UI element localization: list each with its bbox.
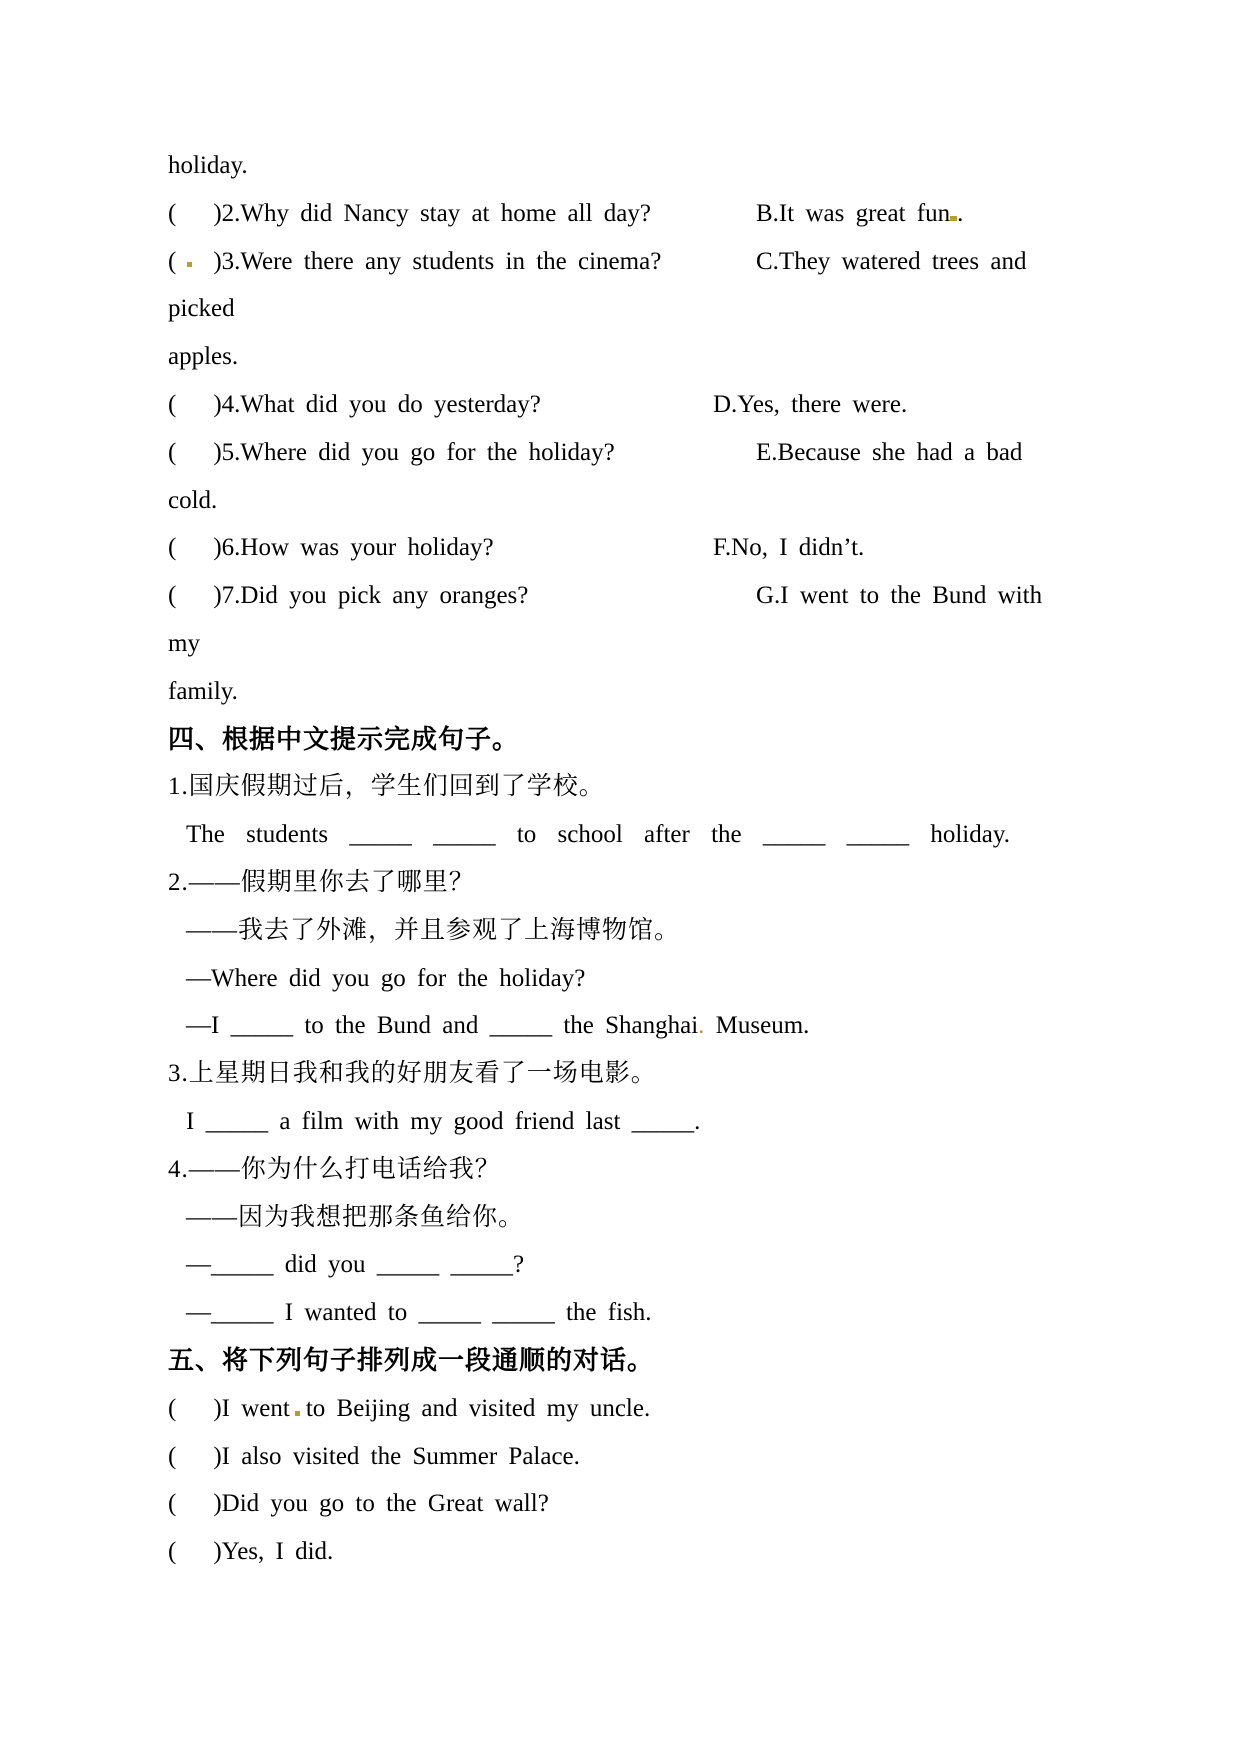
order-blank-parens	[176, 1539, 213, 1559]
paren-open: (	[168, 247, 177, 275]
match-question-4: )4.What did you do yesterday?	[213, 390, 541, 418]
answer-blank-parens	[176, 440, 213, 460]
section4-item2-english-answer	[168, 1002, 1075, 1050]
carryover-text: holiday.	[168, 152, 248, 179]
fill-blank-sentence-end: Museum.	[704, 1012, 810, 1040]
answer-blank-parens	[176, 201, 213, 221]
match-answer-e-wrap	[168, 477, 1075, 525]
match-answer-g: G.I went to the Bund with	[756, 582, 1043, 610]
section5-item-4	[168, 1528, 1075, 1576]
paren-open: (	[168, 1394, 177, 1422]
paren-open: (	[168, 1538, 177, 1566]
order-sentence-2: )I also visited the Summer Palace.	[213, 1442, 580, 1470]
answer-blank-parens	[176, 583, 213, 603]
scan-artifact-square-small	[295, 1411, 300, 1416]
section5-item-1	[168, 1385, 1075, 1433]
order-blank-parens	[176, 1444, 213, 1464]
fill-blank-sentence: —I _____ to the Bund and _____ the Shanghai	[186, 1012, 699, 1040]
section4-heading: 四、根据中文提示完成句子。	[168, 723, 520, 754]
paren-open: (	[168, 390, 177, 418]
paren-open: (	[168, 1490, 177, 1518]
paren-open: (	[168, 199, 177, 227]
section4-item4-english-question: —_____ did you _____ _____?	[186, 1251, 525, 1279]
order-sentence-1a: )I went	[213, 1394, 290, 1422]
match-row-3	[168, 238, 1075, 286]
order-sentence-1b: to Beijing and visited my uncle.	[305, 1394, 651, 1422]
section4-item1-chinese: 1.国庆假期过后，学生们回到了学校。	[168, 773, 605, 801]
match-answer-b-period: .	[957, 199, 964, 227]
scan-artifact-period: .	[698, 1012, 705, 1040]
match-row-6	[168, 524, 1075, 572]
section4-item4-chinese-question: 4.——你为什么打电话给我？	[168, 1155, 501, 1183]
wrap-text-my: my	[168, 629, 200, 657]
wrap-text-apples: apples.	[168, 343, 239, 371]
paren-open: (	[168, 438, 177, 466]
match-answer-f: F.No, I didn’t.	[713, 534, 865, 562]
paren-open: (	[168, 534, 177, 562]
order-blank-parens	[176, 1396, 213, 1416]
match-row-2	[168, 190, 1075, 238]
order-blank-parens	[176, 1491, 213, 1511]
match-answer-b-text: B.It was great fun	[756, 199, 951, 227]
match-question-5: )5.Where did you go for the holiday?	[213, 438, 615, 466]
match-answer-g-wrap-1	[168, 620, 1075, 668]
section5-item-2	[168, 1433, 1075, 1481]
section4-item2-english-question: —Where did you go for the holiday?	[186, 964, 586, 992]
match-answer-d: D.Yes, there were.	[713, 390, 908, 418]
match-answer-g-wrap-2	[168, 668, 1075, 716]
answer-blank-parens	[176, 392, 213, 412]
section4-item4-chinese-answer: ——因为我想把那条鱼给你。	[186, 1203, 525, 1231]
match-answer-c-wrap-1	[168, 285, 1075, 333]
section5-item-3	[168, 1480, 1075, 1528]
section4-item3-english-fill-blanks: I _____ a film with my good friend last _____.	[186, 1107, 701, 1135]
match-row-5	[168, 429, 1075, 477]
match-answer-c-wrap-2	[168, 333, 1075, 381]
section5-heading: 五、将下列句子排列成一段通顺的对话。	[168, 1344, 655, 1375]
match-question-7: )7.Did you pick any oranges?	[213, 582, 529, 610]
match-question-2: )2.Why did Nancy stay at home all day?	[213, 199, 651, 227]
match-answer-b	[756, 190, 963, 238]
match-row-7	[168, 572, 1075, 620]
order-sentence-3: )Did you go to the Great wall?	[213, 1490, 549, 1518]
section4-item1-english-fill-blanks: The students _____ _____ to school after the _____ _____ holiday.	[186, 821, 1010, 849]
wrap-text-picked: picked	[168, 295, 235, 323]
paren-open: (	[168, 582, 177, 610]
answer-blank-parens	[176, 535, 213, 555]
section4-item2-chinese-question: 2.——假期里你去了哪里？	[168, 868, 475, 896]
section4-item4-english-answer: —_____ I wanted to _____ _____ the fish.	[186, 1299, 652, 1327]
order-sentence-4: )Yes, I did.	[213, 1538, 334, 1566]
section4-item2-chinese-answer: ——我去了外滩，并且参观了上海博物馆。	[186, 916, 681, 944]
section4-item3-chinese: 3.上星期日我和我的好朋友看了一场电影。	[168, 1060, 657, 1088]
match-answer-e: E.Because she had a bad	[756, 438, 1023, 466]
paren-open: (	[168, 1442, 177, 1470]
wrap-text-cold: cold.	[168, 486, 218, 514]
scan-artifact-dot	[187, 262, 192, 267]
carryover-line-holiday	[168, 142, 1075, 190]
match-question-6: )6.How was your holiday?	[213, 534, 494, 562]
match-row-4	[168, 381, 1075, 429]
match-answer-c: C.They watered trees and	[756, 247, 1027, 275]
answer-blank-parens	[176, 249, 213, 269]
wrap-text-family: family.	[168, 677, 238, 705]
match-question-3: )3.Were there any students in the cinema?	[213, 247, 662, 275]
